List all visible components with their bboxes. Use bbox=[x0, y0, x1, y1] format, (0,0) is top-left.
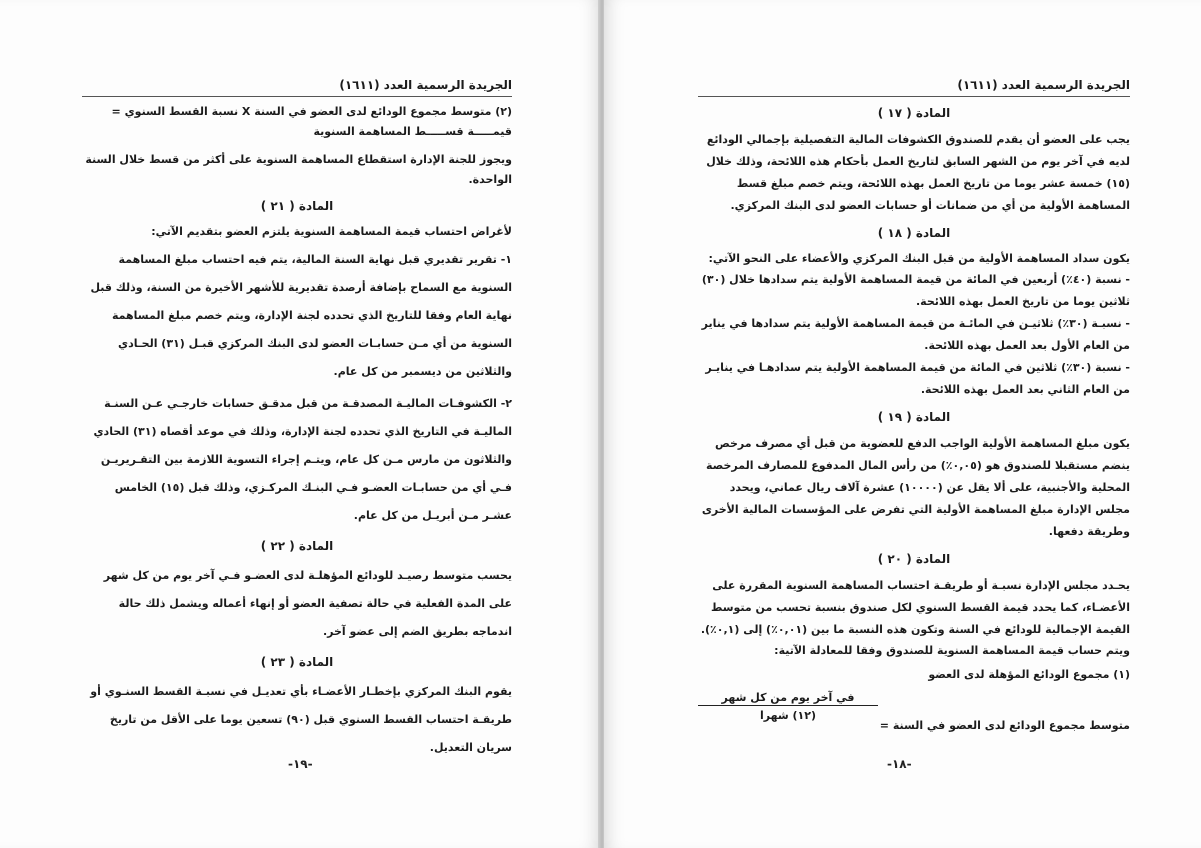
article-20-text: يحـدد مجلس الإدارة نسبـة أو طريقـة احتساب المساهمة السنوية المقررة على الأعضـاء، كما يحدد قيمة القسط السنوي لكل صندوق بنسبة تحسب من متوسط القيمة الإجمالية للودائع في السنة وتكون هذه النسبة ما بين (٠,٠١٪) إلى (٠,١٪). bbox=[700, 579, 1130, 636]
right-page-content bbox=[698, 78, 1130, 749]
right-page-number: -١٨- bbox=[887, 757, 912, 771]
formula-lhs: متوسط مجموع الودائع لدى العضو في السنة = bbox=[879, 719, 1130, 732]
intro-paragraph: ويجوز للجنة الإدارة استقطاع المساهمة السنوية على أكثر من قسط خلال السنة الواحدة. bbox=[85, 153, 512, 186]
article-22-title: المادة ( ٢٢ ) bbox=[260, 539, 334, 553]
average-deposits-formula bbox=[698, 691, 1130, 749]
article-18-item-3: - نسبة (٣٠٪) ثلاثين في المائة من قيمة المساهمة الأولية يتم سدادهـا في ينايـر من العام الثاني بعد العمل بهذه اللائحة. bbox=[705, 361, 1130, 396]
article-20-title: المادة ( ٢٠ ) bbox=[877, 552, 951, 566]
right-page bbox=[604, 0, 1201, 848]
right-page-header: الجريدة الرسمية العدد (١٦١١) bbox=[698, 78, 1130, 97]
article-17-title: المادة ( ١٧ ) bbox=[877, 106, 951, 120]
left-page bbox=[0, 0, 600, 848]
left-page-number: -١٩- bbox=[288, 757, 313, 771]
article-21-item-1: ١- تقرير تقديري قبل نهاية السنة المالية، يتم فيه احتساب مبلغ المساهمة السنوية مع السماح بإضافة أرصدة تقديرية للأشهر الأخيرة من السنة، وذلك قبل نهاية العام وفقا للتاريخ الذي تحدده لجنة الإدارة، ويتم خصم مبلغ المساهمة السنوية من أي مـن حسابـات العضو لدى البنك المركزي قبـل (٣١) الحـادي والثلاثين من ديسمبر من كل عام. bbox=[90, 253, 512, 378]
article-19-text: يكون مبلغ المساهمة الأولية الواجب الدفع للعضوية من قبل أي مصرف مرخص ينضم مستقبلا للصندوق هو (٠,٠٥٪) من رأس المال المدفوع للمصارف المرخصة المحلية والأجنبية، على ألا يقل عن (١٠٠٠٠) عشرة آلاف ريال عماني، ويحدد مجلس الإدارة مبلغ المساهمة الأولية التي تفرض على المؤسسات المالية الأخرى وطريقة دفعها. bbox=[701, 437, 1130, 538]
formula-denominator: (١٢) شهرا bbox=[759, 709, 817, 722]
article-22-text: يحسب متوسط رصيـد للودائع المؤهلـة لدى العضـو فـي آخر يوم من كل شهر على المدة الفعلية في حالة تصفية العضو أو إنهاء أعماله ويشمل ذلك حالة اندماجه بطريق الضم إلى عضو آخر. bbox=[103, 569, 512, 638]
article-18-item-1: - نسبة (٤٠٪) أربعين في المائة من قيمة المساهمة الأولية يتم سدادها خلال (٣٠) ثلاثين يوما من تاريخ العمل بهذه اللائحة. bbox=[701, 273, 1130, 308]
article-21-item-2: ٢- الكشوفـات الماليـة المصدقـة من قبل مدقـق حسابات خارجـي عـن السنـة الماليـة في التاريخ الذي تحدده لجنة الإدارة، وذلك في موعد أقصاه (٣١) الحادي والثلاثون من مارس مـن كل عام، ويتـم إجراء التسوية اللازمة بين التقـريريـن فـي أي من حسابـات العضـو فـي البنـك المركـزي، وذلك قبل (١٥) الخامس عشـر مـن أبريـل من كل عام. bbox=[93, 397, 512, 522]
article-21-lead: لأغراض احتساب قيمة المساهمة السنوية يلتزم العضو بتقديم الآتي: bbox=[151, 225, 512, 238]
article-18-item-2: - نسبـة (٣٠٪) ثلاثيـن في المائـة من قيمة المساهمة الأولية يتم سدادها في يناير من العام الأول بعد العمل بهذه اللائحة. bbox=[701, 317, 1130, 352]
article-19-title: المادة ( ١٩ ) bbox=[877, 410, 951, 424]
article-17-text: يجب على العضو أن يقدم للصندوق الكشوفات المالية التفصيلية بإجمالي الودائع لديه في آخر يوم من الشهر السابق لتاريخ العمل بأحكام هذه اللائحة، وذلك خلال (١٥) خمسة عشر يوما من تاريخ العمل بهذه اللائحة، ويتم خصم مبلغ قسط المساهمة الأولية من أي من ضمانات أو حسابات العضو لدى البنك المركزي. bbox=[706, 133, 1130, 212]
formula-item: (١) مجموع الودائع المؤهلة لدى العضو bbox=[928, 668, 1130, 681]
article-18-title: المادة ( ١٨ ) bbox=[877, 226, 951, 240]
intro-item: (٢) متوسط مجموع الودائع لدى العضو في السنة X نسبة القسط السنوي = قيمـــــة قســـــط المساهمة السنوية bbox=[111, 105, 512, 138]
article-21-title: المادة ( ٢١ ) bbox=[260, 199, 334, 213]
left-page-content bbox=[82, 78, 512, 762]
formula-numerator: في آخر يوم من كل شهر bbox=[698, 691, 878, 706]
article-23-text: يقوم البنك المركزي بإخطـار الأعضـاء بأي تعديـل في نسبـة القسط السنـوي أو طريقـة احتساب القسط السنوي قبل (٩٠) تسعين يوما على الأقل من تاريخ سريان التعديل. bbox=[90, 685, 512, 754]
left-page-header: الجريدة الرسمية العدد (١٦١١) bbox=[82, 78, 512, 97]
formula-fraction bbox=[698, 691, 878, 722]
article-20-lead: ويتم حساب قيمة المساهمة السنوية للصندوق وفقا للمعادلة الآتية: bbox=[774, 644, 1130, 657]
article-18-lead: يكون سداد المساهمة الأولية من قبل البنك المركزي والأعضاء على النحو الآتي: bbox=[708, 252, 1130, 265]
article-23-title: المادة ( ٢٣ ) bbox=[260, 655, 334, 669]
